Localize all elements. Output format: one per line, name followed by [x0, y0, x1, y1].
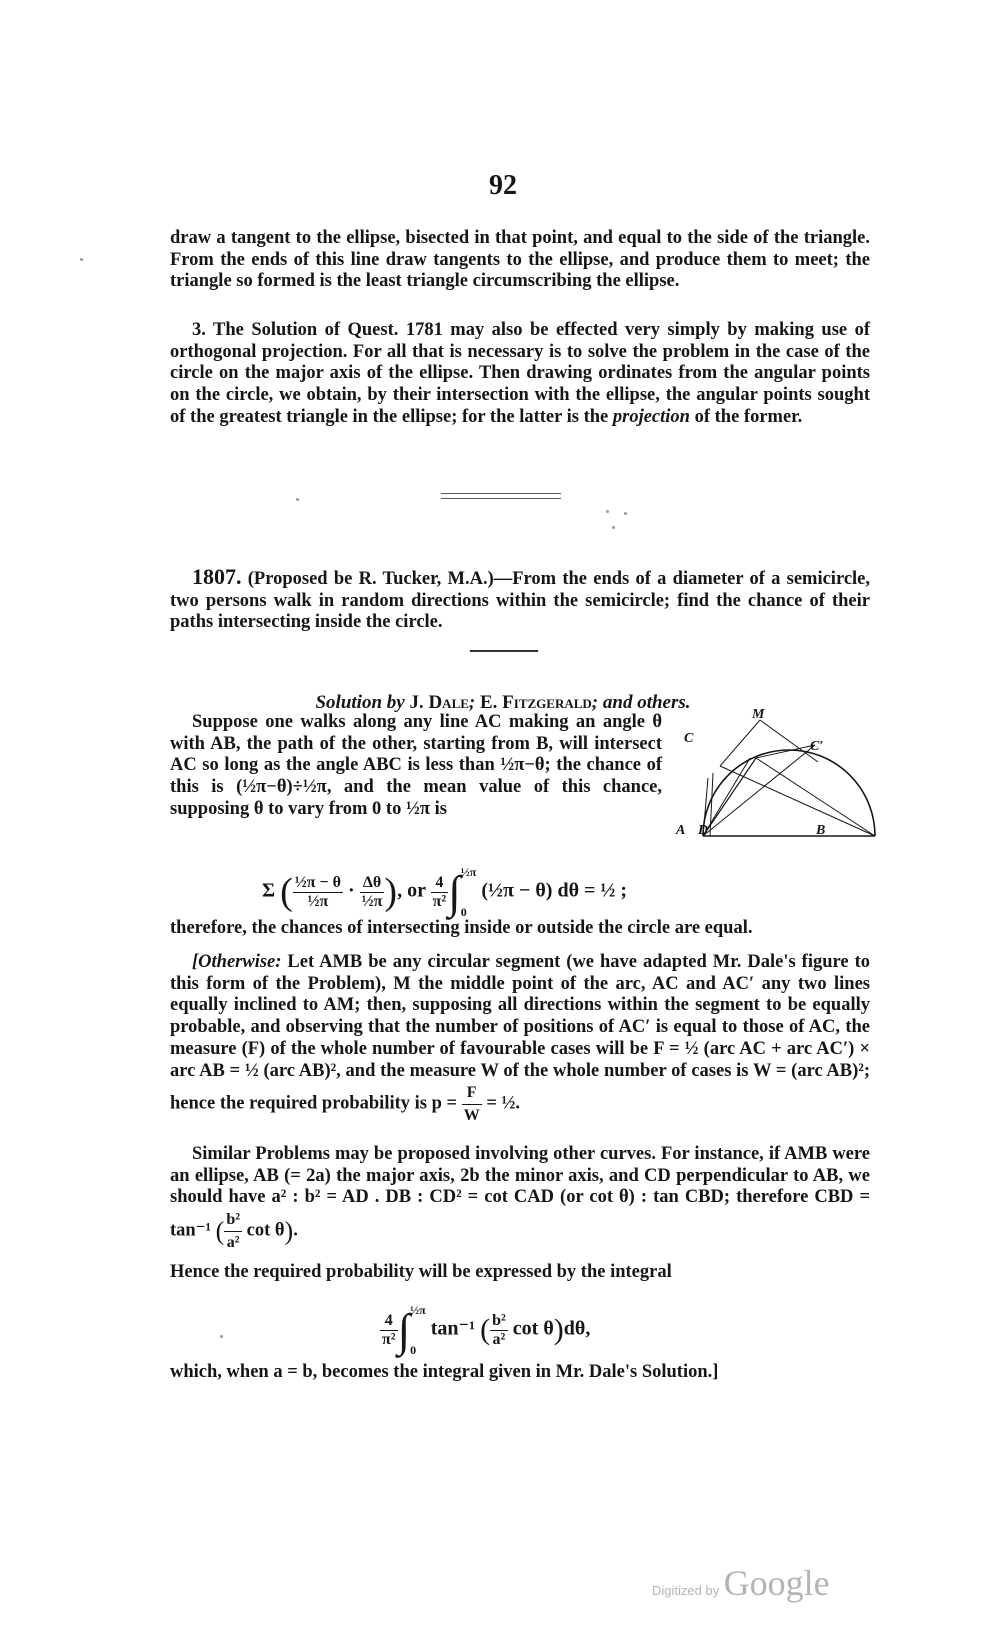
line-cd	[710, 773, 713, 836]
item-number: 3.	[192, 320, 206, 340]
paragraph-similar: Similar Problems may be proposed involving other curves. For instance, if AMB were an ellipse, AB (= 2a) the major axis, 2b the minor axis, and CD perpendicular to AB, we should have a² : b² = AD . DB : CD² = cot CAD (or cot θ) : tan CBD; therefore CBD = tan⁻¹ ( $\frac{\text{b²}}{\text{a²}}$ cot θ).	[170, 1144, 870, 1251]
formula-mean-value: Σ ( $\frac{\text{½π − θ}}{\text{½π}}$ · $\frac{\Delta\theta}{\text{½π}}$ ), or $\frac{4}{\text{π²}}$ ∫ ½π 0 (½π − θ) dθ = ½ ;	[262, 865, 628, 919]
scan-speck	[220, 1335, 223, 1338]
scan-speck	[296, 498, 299, 501]
label-a: A	[676, 823, 686, 838]
section-divider-second	[441, 498, 561, 499]
line-am	[703, 758, 750, 836]
scan-speck	[624, 512, 627, 515]
line-ac-prime	[703, 745, 815, 836]
scan-speck	[80, 258, 83, 261]
question-number: 1807.	[192, 564, 242, 589]
scan-speck	[606, 510, 609, 513]
paragraph-tangent: draw a tangent to the ellipse, bisected in that point, and equal to the side of the triangle. From the ends of this line draw tangents to the ellipse, and produce them to meet; the triangle so formed is the least triangle circumscribing the ellipse.	[170, 228, 870, 292]
paragraph-projection: 3. The Solution of Quest. 1781 may also be effected very simply by making use of orthogonal projection. For all that is necessary is to solve the problem in the case of the circle on the major axis of the ellipse. Then drawing ordinates from the angular points on the circle, we obtain, by their intersection with the ellipse, the angular points sought of the greatest triangle in the ellipse; for the latter is the projection of the former.	[170, 320, 870, 427]
paragraph-hence: Hence the required probability will be expressed by the integral	[170, 1262, 672, 1282]
line-c-m	[720, 720, 760, 766]
semicircle-figure	[676, 707, 878, 858]
paragraph-therefore: therefore, the chances of intersecting inside or outside the circle are equal.	[170, 918, 753, 938]
section-divider	[441, 493, 561, 494]
solution-heading: Solution by J. Dale; E. Fitzgerald; and others.	[315, 692, 691, 713]
digitized-watermark: Digitized by Google	[652, 1563, 830, 1603]
label-c: C	[684, 731, 694, 746]
scan-speck	[612, 526, 615, 529]
question-1807: 1807. (Proposed be R. Tucker, M.A.)—From the ends of a diameter of a semicircle, two persons walk in random directions within the semicircle; find the chance of their paths intersecting inside the circle.	[170, 564, 871, 633]
paragraph-otherwise: [Otherwise: Let AMB be any circular segment (we have adapted Mr. Dale's figure to this form of the Problem), M the middle point of the arc, AC and AC′ any two lines equally inclined to AM; then, supposing all directions within the segment to be equally probable, and observing that the number of positions of AC′ is equal to those of AC, the measure (F) of the whole number of favourable cases will be F = ½ (arc AC + arc AC′) × arc AB = ½ (arc AB)², and the measure W of the whole number of cases is W = (arc AB)²; hence the required probability is p = $\frac{F}{W}$ = ½.	[170, 952, 870, 1124]
google-logo: Google	[723, 1563, 830, 1603]
formula-integral: $\frac{4}{\text{π²}}$ ∫ ½π 0 tan⁻¹ ( $\frac{\text{b²}}{\text{a²}}$ cot θ)dθ,	[382, 1303, 591, 1357]
question-divider	[470, 650, 538, 652]
label-c-prime: C′	[810, 739, 824, 754]
page-number: 92	[489, 170, 517, 201]
paragraph-which: which, when a = b, becomes the integral given in Mr. Dale's Solution.]	[170, 1362, 719, 1382]
paragraph-suppose: Suppose one walks along any line AC making an angle θ with AB, the path of the other, starting from B, will intersect AC so long as the angle ABC is less than ½π−θ; the chance of this is (½π−θ)÷½π, and the mean value of this chance, supposing θ to vary from 0 to ½π is	[170, 712, 662, 819]
label-m: M	[752, 707, 765, 722]
label-d: D	[698, 823, 709, 838]
label-b: B	[816, 823, 826, 838]
